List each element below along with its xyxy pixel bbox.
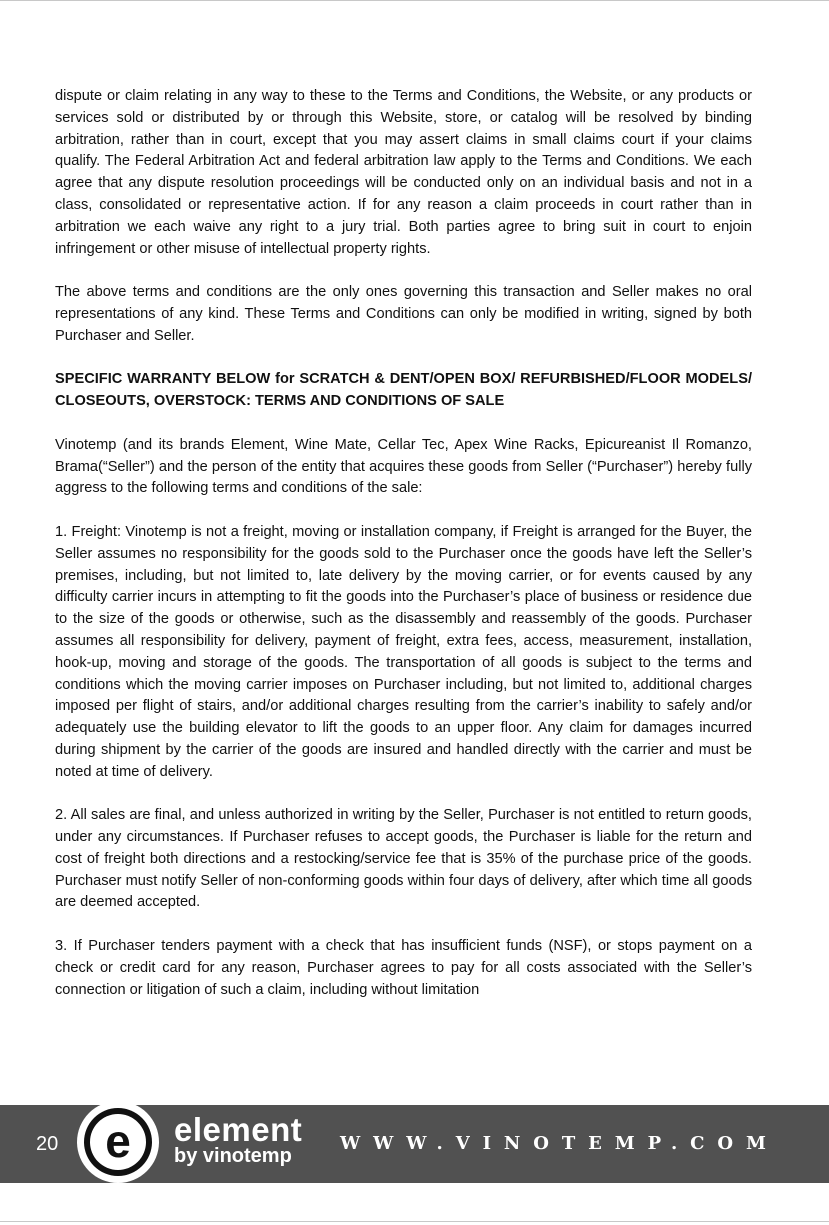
paragraph-final-sales: 2. All sales are final, and unless authorized in writing by the Seller, Purchaser is not entitled to return goods, under any circumstances. If Purchaser refuses to accept goods, the Purchaser is liable for the return and cost of freight both directions and a restocking/service fee that is 35% of the purchase price of the goods. Purchaser must notify Seller of non-conforming goods within four days of delivery, after which time all goods are deemed accepted. xyxy=(55,807,752,911)
website-url: WWW.VINOTEMP.COM xyxy=(340,1133,779,1154)
paragraph-entire-agreement: The above terms and conditions are the only ones governing this transaction and Seller makes no oral representations of any kind. These Terms and Conditions can only be modified in writing, signed by both Purchaser and Seller. xyxy=(55,284,752,344)
bottom-border-line xyxy=(0,1221,829,1222)
paragraph-parties: Vinotemp (and its brands Element, Wine Mate, Cellar Tec, Apex Wine Racks, Epicureanist Il Romanzo, Brama(“Seller”) and the person of the entity that acquires these goods from Seller (“Purchaser”) hereby fully aggress to the following terms and conditions of the sale: xyxy=(55,436,752,497)
paragraph-freight: 1. Freight: Vinotemp is not a freight, moving or installation company, if Freight is arranged for the Buyer, the Seller assumes no responsibility for the goods sold to the Purchaser once the goods have left the Seller’s premises, including, but not limited to, late delivery by the moving carrier, or for events caused by any difficulty carrier incurs in attempting to fit the goods into the Purchaser’s place of business or residence due to the size of the goods or otherwise, such as the disassembly and reassembly of the goods. Purchaser assumes all responsibility for delivery, payment of freight, extra fees, access, measurement, installation, hook-up, moving and storage of the goods. The transportation of all goods is subject to the terms and conditions which the moving carrier imposes on Purchaser including, but not limited to, additional charges imposed per flight of stairs, and/or additional charges resulting from the carrier’s inability to safely and/or adequately use the building elevator to lift the goods to an upper floor. Any claim for damages incurred during shipment by the carrier of the goods are insured and handled directly with the carrier and must be noted at time of delivery. xyxy=(55,523,752,780)
brand-name: element xyxy=(174,1111,303,1148)
document-body xyxy=(55,86,752,1023)
page-number: 20 xyxy=(36,1133,59,1155)
brand-tagline: by vinotemp xyxy=(174,1145,292,1167)
section-heading-specific-warranty: SPECIFIC WARRANTY BELOW for SCRATCH & DENT/OPEN BOX/ REFURBISHED/FLOOR MODELS/ CLOSEOUTS, OVERSTOCK: TERMS AND CONDITIONS OF SALE xyxy=(55,371,752,410)
element-logo-icon xyxy=(76,1100,160,1184)
paragraph-nsf-payment: 3. If Purchaser tenders payment with a check that has insufficient funds (NSF), or stops payment on a check or credit card for any reason, Purchaser agrees to pay for all costs associated with the Seller’s connection or litigation of such a claim, including without limitation xyxy=(55,938,752,998)
top-border-line xyxy=(0,0,829,1)
paragraph-arbitration: dispute or claim relating in any way to these to the Terms and Conditions, the Website, or any products or services sold or distributed by or through this Website, store, or catalog will be resolved by binding arbitration, rather than in court, except that you may assert claims in small claims court if your claims qualify. The Federal Arbitration Act and federal arbitration law apply to the Terms and Conditions. We each agree that any dispute resolution proceedings will be conducted only on an individual basis and not in a class, consolidated or representative action. If for any reason a claim proceeds in court rather than in arbitration we each waive any right to a jury trial. Both parties agree to bring suit in court to enjoin infringement or other misuse of intellectual property rights. xyxy=(55,88,752,257)
logo-letter: e xyxy=(105,1115,131,1167)
